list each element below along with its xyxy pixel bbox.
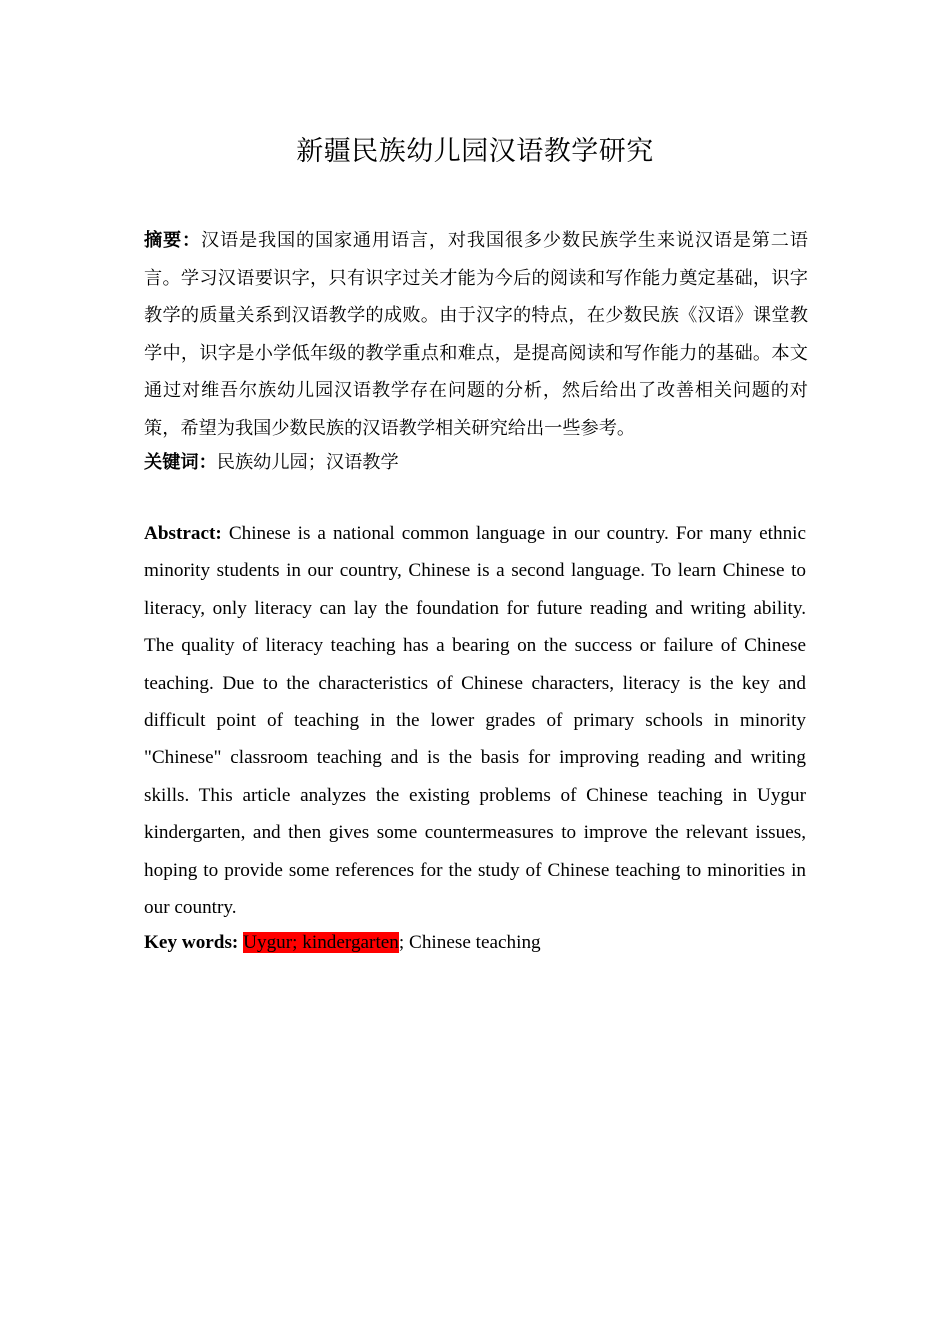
chinese-abstract — [144, 222, 808, 447]
english-keywords-label: Key words: — [144, 932, 239, 953]
highlighted-keywords: Uygur; kindergarten — [243, 932, 399, 953]
chinese-abstract-text: 汉语是我国的国家通用语言，对我国很多少数民族学生来说汉语是第二语言。学习汉语要识字，只有识字过关才能为今后的阅读和写作能力奠定基础，识字教学的质量关系到汉语教学的成败。由于汉字的特点，在少数民族《汉语》课堂教学中，识字是小学低年级的教学重点和难点，是提高阅读和写作能力的基础。本文通过对维吾尔族幼儿园汉语教学存在问题的分析，然后给出了改善相关问题的对策，希望为我国少数民族的汉语教学相关研究给出一些参考。 — [144, 230, 808, 439]
english-abstract-text: Chinese is a national common language in our country. For many ethnic minority students in our country, Chinese is a second language. To learn Chinese to literacy, only literacy can lay the foundation for future reading and writing ability. The quality of literacy teaching has a bearing on the success or failure of Chinese teaching. Due to the characteristics of Chinese characters, literacy is the key and difficult point of teaching in the lower grades of primary schools in minority "Chinese" classroom teaching and is the basis for improving reading and writing skills. This article analyzes the existing problems of Chinese teaching in Uygur kindergarten, and then gives some countermeasures to improve the relevant issues, hoping to provide some references for the study of Chinese teaching to minorities in our country. — [144, 523, 807, 919]
english-abstract-label: Abstract: — [144, 523, 222, 544]
document-title: 新疆民族幼儿园汉语教学研究 — [296, 136, 654, 167]
chinese-keywords — [144, 444, 808, 482]
english-keywords-rest: ; Chinese teaching — [398, 932, 541, 953]
chinese-keywords-label: 关键词： — [144, 452, 217, 473]
chinese-keywords-text: 民族幼儿园；汉语教学 — [216, 452, 399, 473]
english-keywords — [144, 924, 806, 961]
english-abstract — [144, 515, 806, 926]
chinese-abstract-label: 摘要： — [144, 230, 201, 251]
